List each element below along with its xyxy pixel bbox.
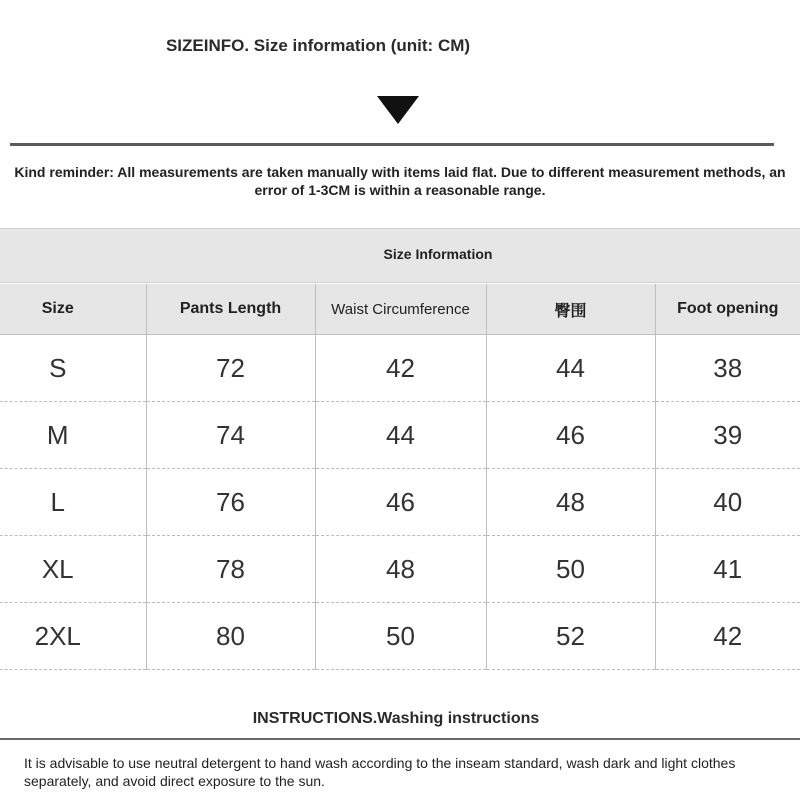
cell-size: M <box>0 402 146 469</box>
instructions-divider <box>0 738 800 740</box>
cell-size: L <box>0 469 146 536</box>
cell-hip: 46 <box>486 402 655 469</box>
cell-pants-length: 76 <box>146 469 315 536</box>
cell-pants-length: 72 <box>146 335 315 402</box>
cell-foot-opening: 38 <box>655 335 800 402</box>
table-row <box>0 335 800 402</box>
cell-waist: 50 <box>315 603 486 670</box>
arrow-down-icon <box>377 96 419 124</box>
cell-pants-length: 80 <box>146 603 315 670</box>
cell-hip: 50 <box>486 536 655 603</box>
cell-size: 2XL <box>0 603 146 670</box>
cell-foot-opening: 40 <box>655 469 800 536</box>
column-header-waist: Waist Circumference <box>315 284 486 335</box>
table-row <box>0 402 800 469</box>
table-row <box>0 536 800 603</box>
cell-size: XL <box>0 536 146 603</box>
section-divider <box>10 143 774 146</box>
table-row <box>0 603 800 670</box>
cell-waist: 42 <box>315 335 486 402</box>
table-row <box>0 469 800 536</box>
column-header-foot-opening: Foot opening <box>655 284 800 335</box>
cell-hip: 48 <box>486 469 655 536</box>
table-header-row <box>0 284 800 335</box>
instructions-title: INSTRUCTIONS.Washing instructions <box>252 710 540 727</box>
column-header-size: Size <box>0 284 146 335</box>
column-header-hip: 臀围 <box>486 284 655 335</box>
size-table <box>0 284 800 670</box>
column-header-pants-length: Pants Length <box>146 284 315 335</box>
reminder-line-2: error of 1-3CM is within a reasonable range. <box>254 182 546 198</box>
instructions-text: It is advisable to use neutral detergent to hand wash according to the inseam standard, wash dark and light clothes separately, and avoid direct exposure to the sun. <box>24 755 736 789</box>
reminder-line-1: Kind reminder: All measurements are taken manually with items laid flat. Due to different measurement methods, an <box>14 164 786 180</box>
cell-pants-length: 78 <box>146 536 315 603</box>
cell-foot-opening: 41 <box>655 536 800 603</box>
cell-size: S <box>0 335 146 402</box>
cell-waist: 48 <box>315 536 486 603</box>
reminder-note <box>0 163 800 199</box>
page-title: SIZEINFO. Size information (unit: CM) <box>165 36 471 55</box>
cell-foot-opening: 42 <box>655 603 800 670</box>
cell-pants-length: 74 <box>146 402 315 469</box>
table-heading: Size Information <box>383 246 493 262</box>
cell-foot-opening: 39 <box>655 402 800 469</box>
cell-hip: 52 <box>486 603 655 670</box>
cell-waist: 46 <box>315 469 486 536</box>
cell-hip: 44 <box>486 335 655 402</box>
cell-waist: 44 <box>315 402 486 469</box>
